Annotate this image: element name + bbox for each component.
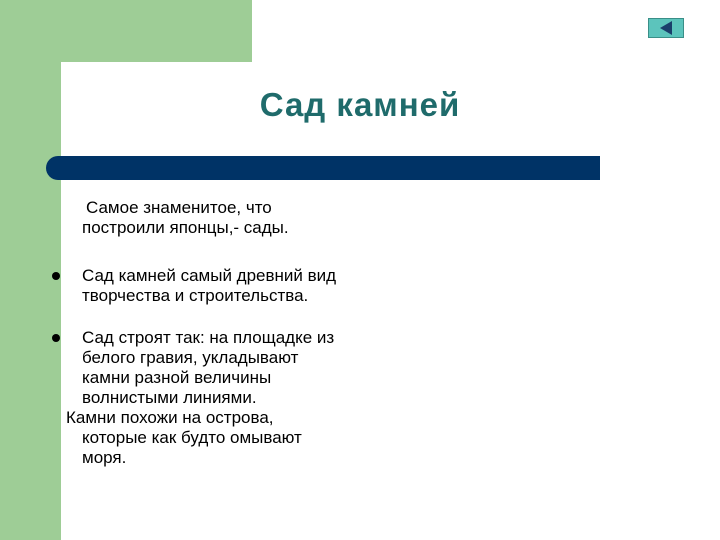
- intro-line: построили японцы,- сады.: [82, 218, 289, 237]
- bullet-line: Сад камней самый древний вид: [82, 266, 337, 285]
- bullet-line: волнистыми линиями.: [82, 388, 257, 407]
- bullet-line: белого гравия, укладывают: [82, 348, 299, 367]
- content-corner: [61, 62, 121, 122]
- slide-title: Сад камней: [259, 86, 461, 123]
- bullet-line: Сад строят так: на площадке из: [82, 328, 335, 347]
- bullet-line: камни разной величины: [82, 368, 272, 387]
- bullet-item: [52, 328, 412, 408]
- intro-line: Самое знаменитое, что: [86, 198, 272, 217]
- bullet-item: [52, 266, 412, 306]
- closing-line: Камни похожи на острова,: [66, 408, 274, 427]
- back-button[interactable]: [648, 18, 684, 38]
- closing-paragraph: [52, 408, 412, 468]
- intro-paragraph: [52, 198, 412, 238]
- slide-body: [52, 198, 412, 468]
- bullet-line: творчества и строительства.: [82, 286, 309, 305]
- back-arrow-icon: [649, 19, 683, 37]
- title-underline-bar: [46, 156, 600, 180]
- closing-line: которые как будто омывают: [82, 428, 302, 447]
- bullet-icon: [52, 334, 60, 342]
- bullet-icon: [52, 272, 60, 280]
- closing-line: моря.: [82, 448, 127, 467]
